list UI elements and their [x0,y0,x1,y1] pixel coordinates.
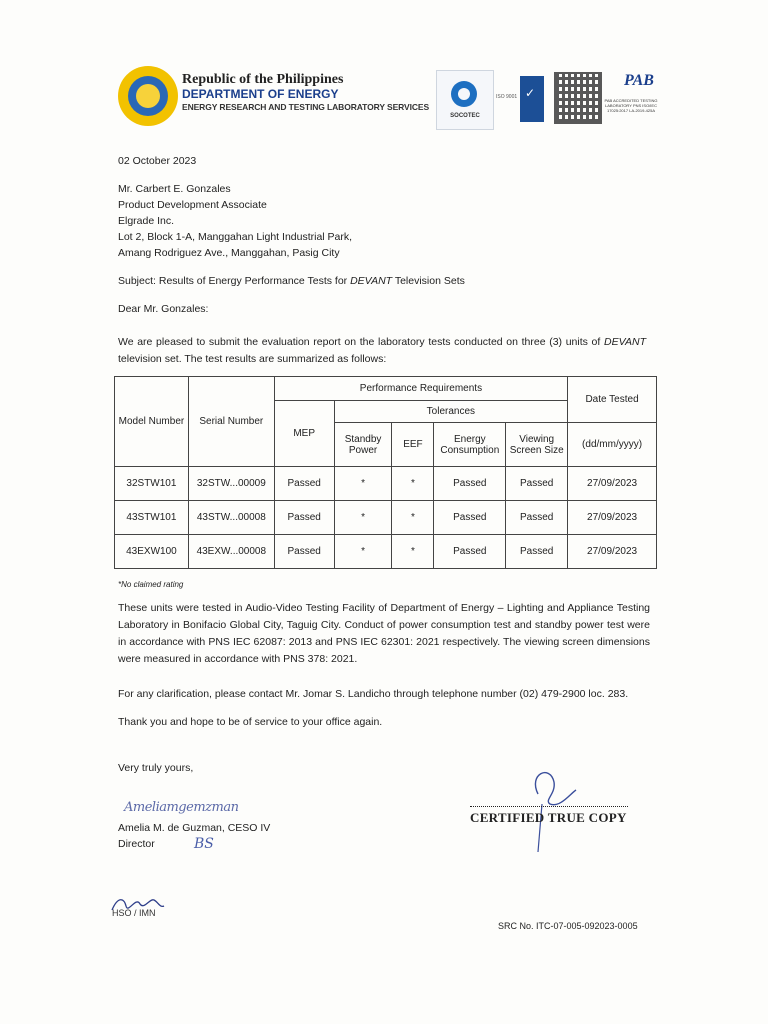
subject-line: Subject: Results of Energy Performance Tests for DEVANT Television Sets [118,275,465,287]
hso-signature-icon [110,894,166,916]
doe-seal-icon [118,66,178,126]
letterhead-text [182,72,462,113]
republic-label: Republic of the Philippines [182,72,344,87]
cell-mep: Passed [274,467,334,501]
header-mep: MEP [274,401,334,467]
director-signature: Ameliamgemzman [124,800,239,815]
cell-viewing: Passed [506,535,568,569]
closing: Very truly yours, [118,762,194,774]
department-label: DEPARTMENT OF ENERGY [182,87,339,101]
header-date-tested: Date Tested [568,377,657,423]
address-line: Product Development Associate [118,199,267,211]
letterhead [118,64,658,138]
hso-initials: HSO / IMN [112,908,156,918]
ukas-logo-icon [520,76,544,122]
certifier-signature-icon [520,764,580,854]
recipient-address [118,181,438,261]
header-standby-power: Standby Power [334,423,392,467]
cell-eef: * [392,535,434,569]
certified-true-copy-stamp: CERTIFIED TRUE COPY [470,810,627,825]
src-number: SRC No. ITC-07-005-092023-0005 [498,921,638,931]
header-tolerances: Tolerances [334,401,568,423]
cell-viewing: Passed [506,467,568,501]
cell-viewing: Passed [506,501,568,535]
cell-mep: Passed [274,501,334,535]
signer-title: Director [118,838,155,850]
cell-energy: Passed [434,467,506,501]
intro-paragraph: We are pleased to submit the evaluation report on the laboratory tests conducted on three (3) units of DEVANT television set. The test results are summarized as follows: [118,336,646,365]
results-table [114,376,657,569]
table-row [115,467,657,501]
cell-mep: Passed [274,535,334,569]
address-line: Elgrade Inc. [118,215,175,227]
cell-standby: * [334,535,392,569]
cell-model: 32STW101 [115,467,189,501]
letter-date: 02 October 2023 [118,155,197,167]
cell-energy: Passed [434,501,506,535]
header-serial-number: Serial Number [188,377,274,467]
cell-serial: 32STW...00009 [188,467,274,501]
testing-paragraph: These units were tested in Audio-Video Testing Facility of Department of Energy – Lighting and Appliance Testing Laboratory in Bonifacio Global City, Taguig City. Conduct of power consumption test and standby power test were in accordance with PNS IEC 62087: 2013 and PNS IEC 62301: 2021 respectively. The viewing screen dimensions were measured in accordance with PNS 378: 2021. [118,602,650,665]
socotec-logo-icon: SOCOTEC [436,70,494,130]
header-performance-requirements: Performance Requirements [274,377,567,401]
header-date-format: (dd/mm/yyyy) [568,423,657,467]
contact-paragraph: For any clarification, please contact Mr. Jomar S. Landicho through telephone number (02) 479-2900 loc. 283. [118,688,629,700]
iso-label: ISO 9001 [496,94,518,100]
cell-energy: Passed [434,535,506,569]
cell-serial: 43EXW...00008 [188,535,274,569]
certification-logos [436,70,658,130]
cell-date: 27/09/2023 [568,467,657,501]
cell-eef: * [392,501,434,535]
signer-name: Amelia M. de Guzman, CESO IV [118,822,271,834]
cell-standby: * [334,467,392,501]
table-row [115,535,657,569]
header-model-number: Model Number [115,377,189,467]
cell-standby: * [334,501,392,535]
address-line: Amang Rodriguez Ave., Manggahan, Pasig City [118,247,340,259]
qr-code-icon [554,72,602,124]
cell-model: 43EXW100 [115,535,189,569]
pab-logo-icon: PAB PAB ACCREDITED TESTING LABORATORY PNS ISO/IEC 17025:2017 LA-2019-425A [604,72,658,113]
header-viewing-screen-size: Viewing Screen Size [506,423,568,467]
initials-mark: BS [194,836,214,852]
cell-serial: 43STW...00008 [188,501,274,535]
cell-model: 43STW101 [115,501,189,535]
stamp-dotted-line [470,806,628,807]
cell-date: 27/09/2023 [568,535,657,569]
salutation: Dear Mr. Gonzales: [118,303,209,315]
cell-eef: * [392,467,434,501]
table-footnote: *No claimed rating [118,580,184,589]
address-line: Lot 2, Block 1-A, Manggahan Light Industrial Park, [118,231,353,243]
header-energy-consumption: Energy Consumption [434,423,506,467]
header-eef: EEF [392,423,434,467]
division-label: ENERGY RESEARCH AND TESTING LABORATORY SERVICES [182,102,430,112]
cell-date: 27/09/2023 [568,501,657,535]
table-row [115,501,657,535]
thanks-paragraph: Thank you and hope to be of service to your office again. [118,716,383,728]
address-line: Mr. Carbert E. Gonzales [118,183,231,195]
